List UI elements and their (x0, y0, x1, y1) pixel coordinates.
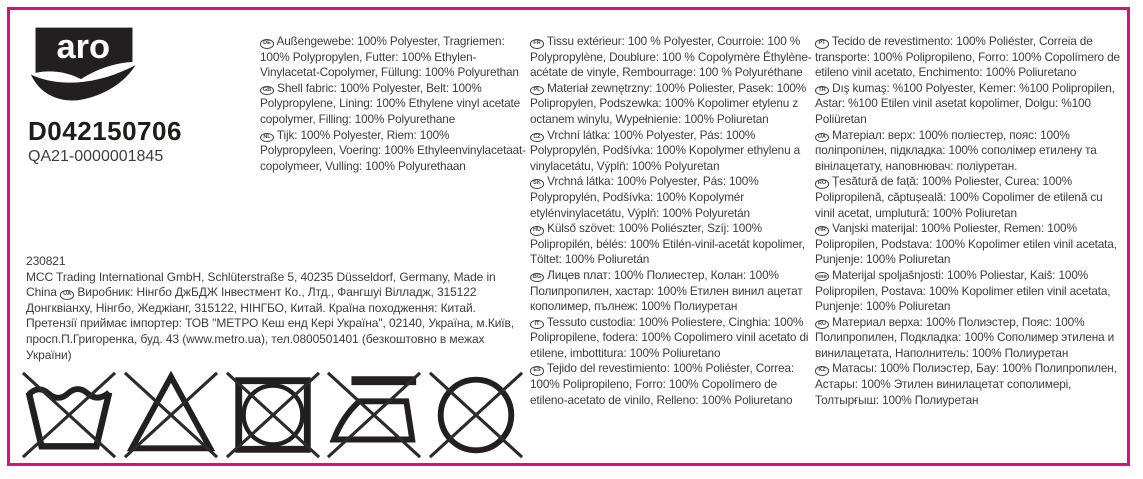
material-text: Tissu extérieur: 100 % Polyester, Courroie: 100 % Polypropylène, Doublure: 100 % Copolymère Éthylène-acétate de vinyle, Rembourrage: 100 % Polyuréthane (530, 34, 812, 80)
material-entry (530, 268, 812, 315)
material-text: Shell fabric: 100% Polyester, Belt: 100% Polypropylene, Lining: 100% Ethylene vinyl acetate copolymer, Filling: 100% Polyurethane (260, 80, 521, 126)
material-text: Dış kumaş: %100 Polyester, Kemer: %100 Polipropilen, Astar: %100 Etilen vinil asetat kopolimer, Dolgu: %100 Poliüretan (815, 80, 1115, 126)
do-not-wash-icon (20, 366, 118, 464)
label-frame (7, 7, 1130, 466)
materials-column-1 (260, 34, 526, 174)
material-entry (815, 268, 1123, 315)
lang-de-icon: DE (260, 39, 274, 49)
materials-column-3 (815, 34, 1123, 408)
do-not-tumble-dry-icon (224, 366, 322, 464)
aro-logo-text: aro (56, 28, 110, 67)
lang-fr-icon: FR (530, 39, 544, 49)
do-not-dry-clean-icon (427, 366, 525, 464)
material-entry (260, 128, 526, 175)
material-entry (530, 361, 812, 408)
material-entry (530, 81, 812, 128)
lang-pt-icon: PT (815, 39, 829, 49)
do-not-iron-icon (325, 366, 423, 464)
date-code: 230821 (26, 254, 66, 268)
lang-ro-icon: RO (815, 179, 829, 189)
do-not-bleach-icon (122, 366, 220, 464)
supplier-address-ua: Виробник: Нінгбо ДжБДЖ Інвестмент Ко., Лтд., Фангшуі Вілладж, 315122 Донгквіанху, Нінгбо, Жеджіанг, 315122, НІНГБО, Китай. Країна походження: Китай. Претензії приймає імпортер: ТОВ "МЕТРО Кеш енд Кері Україна", 02140, Україна, м.Київ, просп.П.Григоренка, буд. 43 (www.metro.ua), тел.0800501401 (безкоштовно в межах України) (26, 285, 515, 362)
material-entry (530, 174, 812, 221)
lang-es-icon: ES (530, 366, 544, 376)
qa-code: QA21-0000001845 (28, 148, 164, 165)
material-text: Tecido de revestimento: 100% Poliéster, Correia de transporte: 100% Polipropileno, Forro: 100% Copolímero de etileno vinil acetato, Enchimento: 100% Poliuretano (815, 34, 1120, 80)
material-text: Tessuto custodia: 100% Poliestere, Cinghia: 100% Polipropilene, fodera: 100% Copolimero vinil acetato di etilene, imbottitura: 100% Poliuretano (530, 314, 809, 360)
supplier-info (26, 254, 518, 363)
lang-sk-icon: SK (530, 179, 544, 189)
material-text: Tejido del revestimiento: 100% Poliéster, Correa: 100% Polipropileno, Forro: 100% Copolímero de etileno-acetato de vinilo, Relleno: 100% Poliuretano (530, 361, 794, 407)
lang-srb-icon: SRB (815, 272, 829, 282)
material-entry (260, 81, 526, 128)
material-entry (815, 34, 1123, 81)
material-entry (530, 34, 812, 81)
supplier-address (26, 270, 518, 364)
lang-nl-icon: NL (260, 133, 274, 143)
lang-it-icon: IT (530, 320, 544, 330)
lang-ua-icon: UA (815, 133, 829, 143)
material-text: Лицев плат: 100% Полиестер, Колан: 100% Полипропилен, хастар: 100% Етилен винил ацетат кополимер, пълнеж: 100% Полиуретан (530, 267, 803, 314)
material-text: Материал верха: 100% Полиэстер, Пояс: 100% Полипропилен, Подкладка: 100% Сополимер этилена и винилацетата, Наполнитель: 100% Полиуретан (815, 314, 1115, 360)
lang-cz-icon: CZ (530, 133, 544, 143)
material-entry (530, 128, 812, 175)
care-symbols-row (20, 366, 525, 464)
material-text: Külső szövet: 100% Poliészter, Szíj: 100% Polipropilén, bélés: 100% Etilén-vinil-acetát kopolimer, Töltet: 100% Poliuretán (530, 221, 805, 267)
aro-logo (28, 26, 140, 112)
lang-hr-icon: HR (815, 226, 829, 236)
lang-gb-icon: GB (260, 86, 274, 96)
material-entry (530, 221, 812, 268)
material-text: Vrchní látka: 100% Polyester, Pás: 100% Polypropylén, Podšívka: 100% Kopolymer ethylenu a vinylacetátu, Výplň: 100% Polyuretan (530, 127, 801, 173)
material-entry (260, 34, 526, 81)
material-entry (815, 315, 1123, 362)
supplier-address-intro: MCC Trading International GmbH, Schlüterstraße 5, 40235 Düsseldorf, Germany, Made in China (26, 269, 496, 300)
lang-ru-icon: RU (815, 320, 829, 330)
material-entry (815, 81, 1123, 128)
material-entry (815, 128, 1123, 175)
lang-ua-icon: UA (60, 290, 74, 300)
material-text: Vrchná látka: 100% Polyester, Pás: 100% Polypropylén, Podšívka: 100% Kopolymér etylénvinylacetátu, Výplň: 100% Polyuretán (530, 174, 759, 220)
lang-hu-icon: HU (530, 226, 544, 236)
material-text: Außengewebe: 100% Polyester, Tragriemen: 100% Polypropylen, Futter: 100% Ethylen-Vinylacetat-Copolymer, Füllung: 100% Polyurethan (260, 34, 519, 80)
material-text: Vanjski materijal: 100% Poliester, Remen: 100% Polipropilen, Podstava: 100% Kopolimer etilen vinil acetata, Punjenje: 100% Poliuretan (815, 221, 1117, 267)
material-entry (815, 361, 1123, 408)
materials-column-2 (530, 34, 812, 408)
material-text: Матеріал: верх: 100% поліестер, пояс: 100% поліпропілен, підкладка: 100% сополімер етилену та вінілацетату, наповнювач: поліуретан. (815, 127, 1097, 173)
product-code: D042150706 (28, 116, 182, 146)
lang-tr-icon: TR (815, 86, 829, 96)
material-text: Tijk: 100% Polyester, Riem: 100% Polypropyleen, Voering: 100% Ethyleenvinylacetaat-copolymeer, Vulling: 100% Polyurethaan (260, 127, 526, 173)
lang-pl-icon: PL (530, 86, 544, 96)
material-text: Țesătură de față: 100% Poliester, Curea: 100% Polipropilenă, căptușeală: 100% Copolimer de etilenă cu vinil acetat, umplutură: 100% Poliuretan (815, 174, 1103, 220)
lang-bg-icon: BG (530, 273, 544, 283)
material-text: Materiał zewnętrzny: 100% Poliester, Pasek: 100% Polipropylen, Podszewka: 100% Kopolimer etylenu z octanem winylu, Wypełnienie: 100% Poliuretan (530, 80, 807, 126)
material-entry (530, 315, 812, 362)
material-text: Materijal spoljašnjosti: 100% Poliestar, Kaiš: 100% Polipropilen, Postava: 100% Kopolimer etilen vinil acetata, Punjenje: 100% Poliuretan (815, 267, 1111, 314)
lang-kz-icon: KZ (815, 366, 829, 376)
material-text: Матасы: 100% Полиэстер, Бау: 100% Полипропилен, Астары: 100% Этилен винилацетат сополимері, Толтырғыш: 100% Полиуретан (815, 361, 1117, 407)
material-entry (815, 174, 1123, 221)
material-entry (815, 221, 1123, 268)
